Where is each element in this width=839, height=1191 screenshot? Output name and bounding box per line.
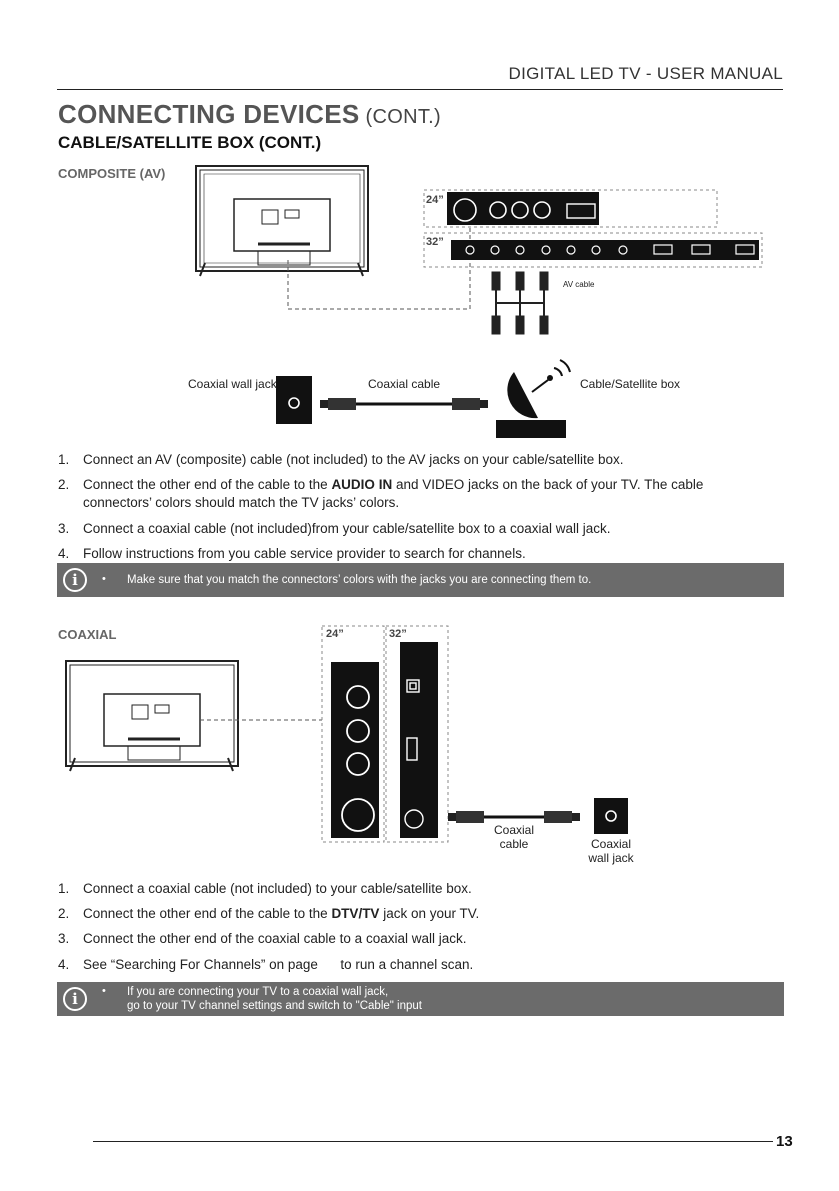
coaxial-steps <box>58 880 748 981</box>
page-subtitle: CABLE/SATELLITE BOX (CONT.) <box>58 133 322 152</box>
coaxial-note-box <box>57 982 784 1016</box>
satellite-box-illustration <box>496 360 570 438</box>
step-text: See “Searching For Channels” on page to run a channel scan. <box>83 956 474 972</box>
av-cable-label: AV cable <box>563 280 595 289</box>
coaxial-size-32-label: 32” <box>389 628 407 640</box>
coaxial-note-line-1: If you are connecting your TV to a coaxial wall jack, <box>127 986 389 998</box>
coaxial-heading: COAXIAL <box>58 627 117 642</box>
composite-note-text: Make sure that you match the connectors’ colors with the jacks you are connecting them to. <box>127 574 592 586</box>
coaxial-wall-jack-label-1: Coaxial <box>590 837 632 851</box>
coaxial-cable-label-1: Coaxial <box>493 823 535 837</box>
composite-size-24-label: 24” <box>426 194 444 206</box>
page-title-text: CONNECTING DEVICES <box>58 99 360 129</box>
coax-panel-24-jacks <box>331 662 379 838</box>
coaxial-step-4 <box>58 956 748 974</box>
manual-header: DIGITAL LED TV - USER MANUAL <box>508 64 783 83</box>
composite-step-4 <box>58 545 748 563</box>
coaxial-step-1 <box>58 880 748 898</box>
coaxial-wall-jack-illustration <box>594 798 628 834</box>
step-text: Connect a coaxial cable (not included) to your cable/satellite box. <box>83 881 472 896</box>
tv-back-illustration <box>66 661 238 771</box>
coaxial-cable-illustration <box>320 398 488 410</box>
coaxial-note-line-2: go to your TV channel settings and switch to "Cable" input <box>127 1000 422 1012</box>
coaxial-diagram <box>0 620 839 880</box>
step-number: 4. <box>58 956 70 972</box>
coaxial-cable-label-2: cable <box>499 837 529 851</box>
step-number: 1. <box>58 881 70 896</box>
composite-step-3 <box>58 520 748 538</box>
step-text: Connect the other end of the cable to the <box>83 906 332 922</box>
step-number: 1. <box>58 452 70 467</box>
coaxial-wall-jack-label-2: wall jack <box>588 851 634 865</box>
coax-panel-32-jacks <box>400 642 438 838</box>
step-text: Follow instructions from you cable service provider to search for channels. <box>83 545 526 561</box>
step-number: 3. <box>58 931 70 947</box>
coaxial-wall-jack-illustration <box>276 376 312 424</box>
composite-step-1 <box>58 451 748 469</box>
coaxial-step-2 <box>58 905 748 923</box>
step-text: and VIDEO jacks on the back of your TV. The cable connectors’ colors should match the TV jacks’ colors. <box>83 477 704 511</box>
step-number: 3. <box>58 520 70 536</box>
note-bullet: • <box>102 573 106 585</box>
coaxial-cable-label: Coaxial cable <box>368 377 441 391</box>
step-text: Connect an AV (composite) cable (not included) to the AV jacks on your cable/satellite box. <box>83 452 624 467</box>
coaxial-cable-illustration <box>448 811 580 823</box>
composite-note-box <box>57 563 784 597</box>
composite-size-32-label: 32” <box>426 236 444 248</box>
step-number: 4. <box>58 545 70 561</box>
dtv-tv-label: DTV/TV <box>331 906 380 922</box>
page-title-suffix: (CONT.) <box>365 106 441 128</box>
cable-satellite-box-label: Cable/Satellite box <box>580 377 681 391</box>
step-number: 2. <box>58 477 70 493</box>
footer-rule <box>93 1141 773 1142</box>
composite-heading: COMPOSITE (AV) <box>58 166 166 181</box>
composite-steps <box>58 451 748 570</box>
composite-step-2 <box>58 476 748 512</box>
audio-in-label: AUDIO IN <box>331 477 393 493</box>
coaxial-size-24-label: 24” <box>326 628 344 640</box>
step-number: 2. <box>58 906 70 922</box>
page-number: 13 <box>776 1133 793 1150</box>
info-icon: i <box>63 568 87 592</box>
step-text: jack on your TV. <box>379 906 480 922</box>
note-bullet: • <box>102 985 106 997</box>
coaxial-wall-jack-label: Coaxial wall jack <box>188 377 277 391</box>
tv-back-illustration <box>196 166 368 276</box>
step-text: Connect the other end of the cable to the <box>83 477 332 493</box>
step-text: Connect a coaxial cable (not included)from your cable/satellite box to a coaxial wall jack. <box>83 520 611 536</box>
av-cable-illustration <box>492 272 548 334</box>
coaxial-step-3 <box>58 930 748 948</box>
panel-32-jacks <box>451 240 759 260</box>
info-icon: i <box>63 987 87 1011</box>
step-text: Connect the other end of the coaxial cable to a coaxial wall jack. <box>83 931 467 947</box>
